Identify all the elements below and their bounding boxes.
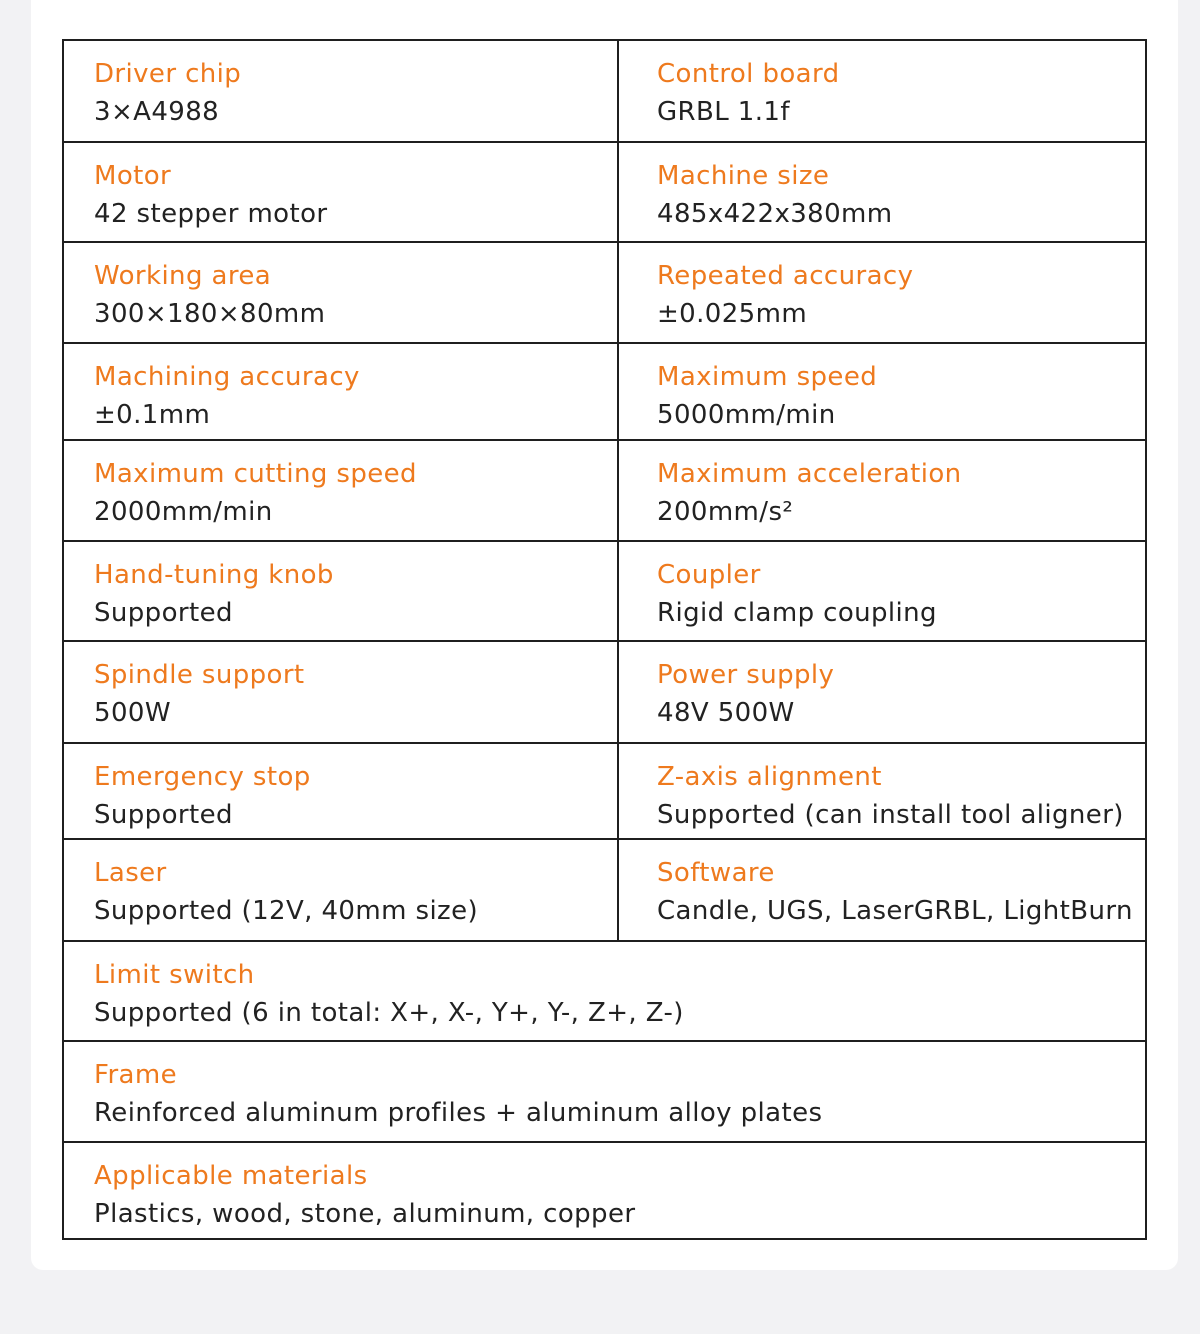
spec-value: 42 stepper motor xyxy=(94,199,328,229)
spec-value: Supported (6 in total: X+, X-, Y+, Y-, Z+, Z-) xyxy=(94,998,684,1028)
spec-cell-machine-size xyxy=(618,142,1146,242)
spec-cell-spindle-support xyxy=(63,641,618,743)
spec-label: Machining accuracy xyxy=(94,362,360,392)
spec-cell-z-axis-alignment xyxy=(618,743,1146,839)
spec-cell-maximum-cutting-speed xyxy=(63,440,618,541)
spec-cell-laser xyxy=(63,839,618,941)
spec-label: Repeated accuracy xyxy=(657,261,914,291)
spec-value: Rigid clamp coupling xyxy=(657,598,937,628)
spec-row-cutting-acceleration xyxy=(63,440,1146,541)
spec-cell-applicable-materials xyxy=(63,1142,1146,1239)
spec-value: 5000mm/min xyxy=(657,400,836,430)
spec-label: Hand-tuning knob xyxy=(94,560,334,590)
spec-cell-repeated-accuracy xyxy=(618,242,1146,343)
spec-row-spindle-power xyxy=(63,641,1146,743)
spec-cell-power-supply xyxy=(618,641,1146,743)
spec-value: Supported xyxy=(94,800,233,830)
spec-value: GRBL 1.1f xyxy=(657,97,790,127)
spec-label: Power supply xyxy=(657,660,835,690)
spec-label: Maximum cutting speed xyxy=(94,459,417,489)
spec-value: 2000mm/min xyxy=(94,497,273,527)
spec-cell-emergency-stop xyxy=(63,743,618,839)
spec-value: Candle, UGS, LaserGRBL, LightBurn xyxy=(657,896,1133,926)
spec-cell-motor xyxy=(63,142,618,242)
spec-label: Spindle support xyxy=(94,660,305,690)
spec-row-applicable-materials xyxy=(63,1142,1146,1239)
spec-row-knob-coupler xyxy=(63,541,1146,641)
spec-row-motor-size xyxy=(63,142,1146,242)
spec-value: ±0.1mm xyxy=(94,400,211,430)
spec-value: Plastics, wood, stone, aluminum, copper xyxy=(94,1199,636,1229)
spec-value: 500W xyxy=(94,698,171,728)
spec-table xyxy=(62,39,1147,1240)
spec-label: Driver chip xyxy=(94,59,242,89)
spec-row-machining-speed xyxy=(63,343,1146,440)
spec-cell-maximum-acceleration xyxy=(618,440,1146,541)
spec-label: Maximum acceleration xyxy=(657,459,962,489)
spec-label: Coupler xyxy=(657,560,761,590)
spec-value: Supported (12V, 40mm size) xyxy=(94,896,479,926)
spec-cell-maximum-speed xyxy=(618,343,1146,440)
spec-cell-working-area xyxy=(63,242,618,343)
spec-cell-hand-tuning-knob xyxy=(63,541,618,641)
spec-value: 485x422x380mm xyxy=(657,199,893,229)
spec-value: Supported (can install tool aligner) xyxy=(657,800,1124,830)
spec-label: Z-axis alignment xyxy=(657,762,882,792)
spec-cell-limit-switch xyxy=(63,941,1146,1041)
spec-label: Emergency stop xyxy=(94,762,311,792)
spec-value: Supported xyxy=(94,598,233,628)
spec-value: ±0.025mm xyxy=(657,299,808,329)
spec-label: Working area xyxy=(94,261,272,291)
spec-row-limit-switch xyxy=(63,941,1146,1041)
spec-label: Control board xyxy=(657,59,840,89)
spec-cell-machining-accuracy xyxy=(63,343,618,440)
spec-cell-driver-chip xyxy=(63,40,618,142)
spec-label: Applicable materials xyxy=(94,1161,368,1191)
spec-value: 48V 500W xyxy=(657,698,795,728)
spec-label: Limit switch xyxy=(94,960,255,990)
spec-label: Maximum speed xyxy=(657,362,878,392)
spec-row-stop-alignment xyxy=(63,743,1146,839)
spec-value: Reinforced aluminum profiles + aluminum alloy plates xyxy=(94,1098,823,1128)
spec-label: Machine size xyxy=(657,161,830,191)
spec-value: 200mm/s² xyxy=(657,497,794,527)
spec-label: Frame xyxy=(94,1060,178,1090)
spec-value: 3×A4988 xyxy=(94,97,220,127)
spec-cell-frame xyxy=(63,1041,1146,1142)
spec-row-frame xyxy=(63,1041,1146,1142)
spec-value: 300×180×80mm xyxy=(94,299,326,329)
spec-cell-control-board xyxy=(618,40,1146,142)
spec-cell-coupler xyxy=(618,541,1146,641)
spec-row-area-accuracy xyxy=(63,242,1146,343)
spec-row-laser-software xyxy=(63,839,1146,941)
spec-label: Software xyxy=(657,858,775,888)
spec-label: Laser xyxy=(94,858,167,888)
spec-cell-software xyxy=(618,839,1146,941)
spec-label: Motor xyxy=(94,161,172,191)
spec-row-driver-control xyxy=(63,40,1146,142)
